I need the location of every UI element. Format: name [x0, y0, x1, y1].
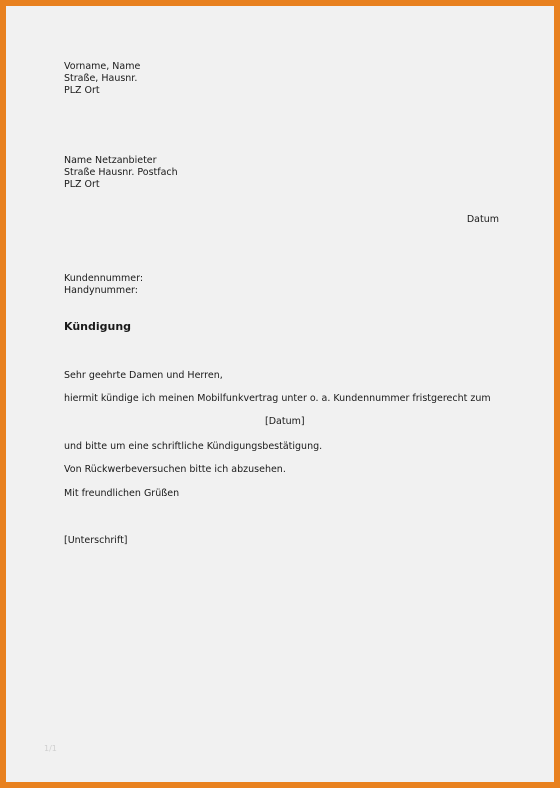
body-sentence-2: und bitte um eine schriftliche Kündigungsbestätigung. — [64, 441, 323, 452]
date-placeholder: [Datum] — [265, 416, 305, 427]
closing: Mit freundlichen Grüßen — [64, 488, 180, 499]
salutation: Sehr geehrte Damen und Herren, — [64, 370, 223, 381]
page-number: 1/1 — [44, 744, 57, 753]
sender-name: Vorname, Name — [64, 61, 141, 72]
signature-placeholder: [Unterschrift] — [64, 535, 128, 546]
recipient-street: Straße Hausnr. Postfach — [64, 167, 178, 178]
reference-numbers — [64, 273, 143, 297]
body-sentence-1: hiermit kündige ich meinen Mobilfunkvertrag unter o. a. Kundennummer fristgerecht zum — [64, 393, 491, 404]
recipient-address — [64, 155, 178, 191]
sender-address — [64, 61, 140, 97]
letter-date: Datum — [466, 214, 499, 225]
body-sentence-3: Von Rückwerbeversuchen bitte ich abzusehen. — [64, 464, 286, 475]
sender-street: Straße, Hausnr. — [64, 73, 138, 84]
subject-heading: Kündigung — [64, 320, 132, 333]
recipient-city: PLZ Ort — [64, 179, 100, 190]
customer-number-label: Kundennummer: — [64, 273, 144, 284]
sender-city: PLZ Ort — [64, 85, 100, 96]
recipient-name: Name Netzanbieter — [64, 155, 157, 166]
mobile-number-label: Handynummer: — [64, 285, 138, 296]
letter-page — [6, 6, 554, 782]
